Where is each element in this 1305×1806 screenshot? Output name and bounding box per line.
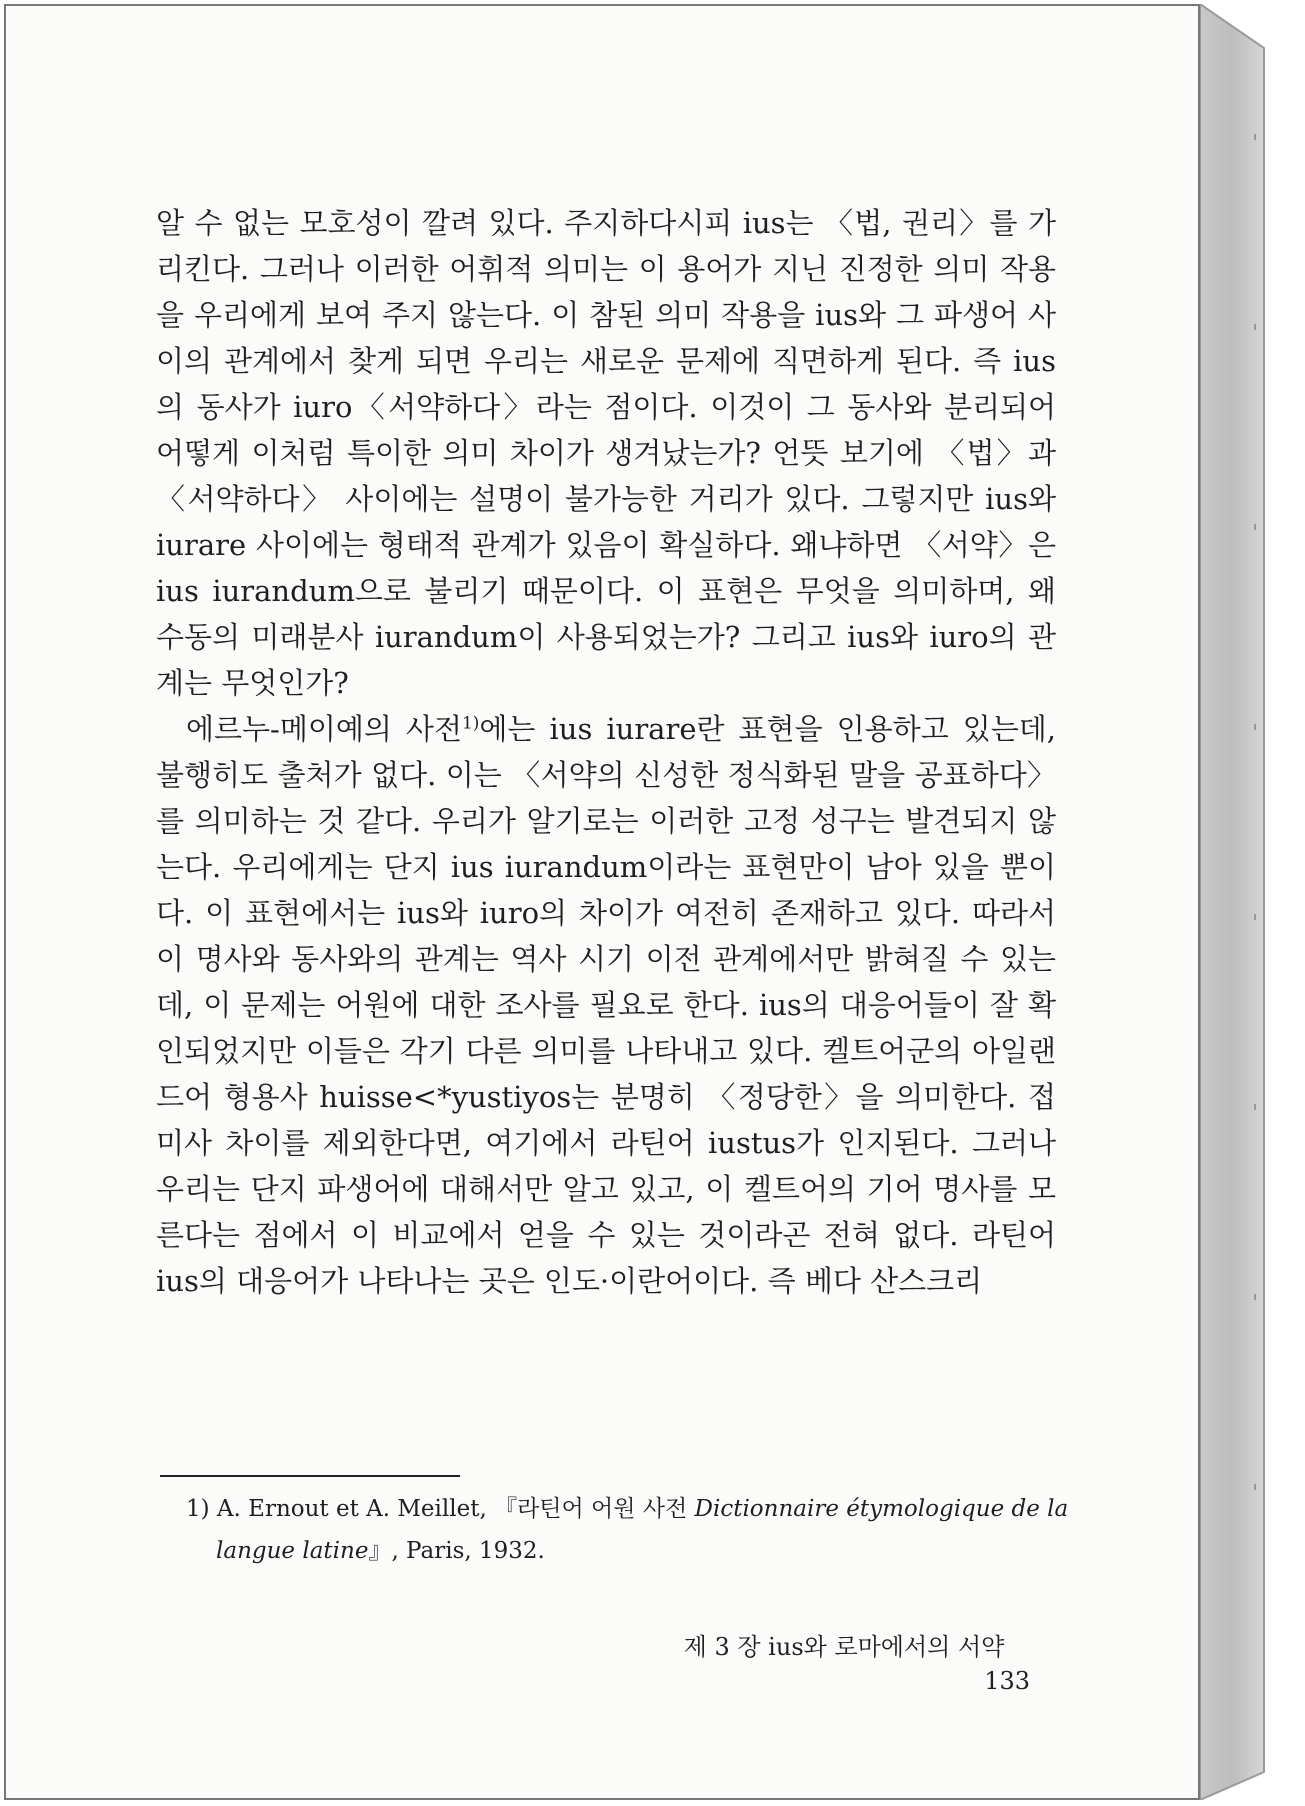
page-stack-edge xyxy=(1200,4,1295,1800)
paragraph-2 xyxy=(156,706,1056,1304)
paragraph-2-rest: 에는 ius iurare란 표현을 인용하고 있는데, 불행히도 출처가 없다. 이는 〈서약의 신성한 정식화된 말을 공표하다〉를 의미하는 것 같다. 우리가 알기로는 이러한 고정 성구는 발견되지 않는다. 우리에게는 단지 ius iurandum이라는 표현만이 남아 있을 뿐이다. 이 표현에서는 ius와 iuro의 차이가 여전히 존재하고 있다. 따라서 이 명사와 동사와의 관계는 역사 시기 이전 관계에서만 밝혀질 수 있는데, 이 문제는 어원에 대한 조사를 필요로 한다. ius의 대응어들이 잘 확인되었지만 이들은 각기 다른 의미를 나타내고 있다. 켈트어군의 아일랜드어 형용사 huisse<*yustiyos는 분명히 〈정당한〉을 의미한다. 접미사 차이를 제외한다면, 여기에서 라틴어 iustus가 인지된다. 그러나 우리는 단지 파생어에 대해서만 알고 있고, 이 켈트어의 기어 명사를 모른다는 점에서 이 비교에서 얻을 수 있는 것이라곤 전혀 없다. 라틴어 ius의 대응어가 나타나는 곳은 인도·이란어이다. 즉 베다 산스크리 xyxy=(156,712,1056,1298)
body-text xyxy=(156,200,1056,1304)
footnote-reference[interactable]: 1) xyxy=(461,713,480,734)
footnote-number: 1) xyxy=(186,1496,210,1522)
footnote xyxy=(186,1488,1086,1572)
footnote-divider xyxy=(160,1475,460,1477)
paragraph-1: 알 수 없는 모호성이 깔려 있다. 주지하다시피 ius는 〈법, 권리〉를 가리킨다. 그러나 이러한 어휘적 의미는 이 용어가 지닌 진정한 의미 작용을 우리에게 보여 주지 않는다. 이 참된 의미 작용을 ius와 그 파생어 사이의 관계에서 찾게 되면 우리는 새로운 문제에 직면하게 된다. 즉 ius의 동사가 iuro〈서약하다〉라는 점이다. 이것이 그 동사와 분리되어 어떻게 이처럼 특이한 의미 차이가 생겨났는가? 언뜻 보기에 〈법〉과 〈서약하다〉 사이에는 설명이 불가능한 거리가 있다. 그렇지만 ius와 iurare 사이에는 형태적 관계가 있음이 확실하다. 왜냐하면 〈서약〉은 ius iurandum으로 불리기 때문이다. 이 표현은 무엇을 의미하며, 왜 수동의 미래분사 iurandum이 사용되었는가? 그리고 ius와 iuro의 관계는 무엇인가? xyxy=(156,206,1056,700)
footnote-book-title: Dictionnaire étymologique de la langue latine xyxy=(216,1496,1069,1564)
page-number: 133 xyxy=(984,1667,1030,1695)
running-head: 제 3 장 ius와 로마에서의 서약 xyxy=(683,1633,1005,1661)
paragraph-2-start: 에르누-메이예의 사전 xyxy=(186,712,462,746)
footnote-text-start: A. Ernout et A. Meillet, 『라틴어 어원 사전 xyxy=(216,1496,695,1522)
footnote-text-end: 』, Paris, 1932. xyxy=(368,1538,545,1564)
page-footer xyxy=(640,1630,1030,1698)
